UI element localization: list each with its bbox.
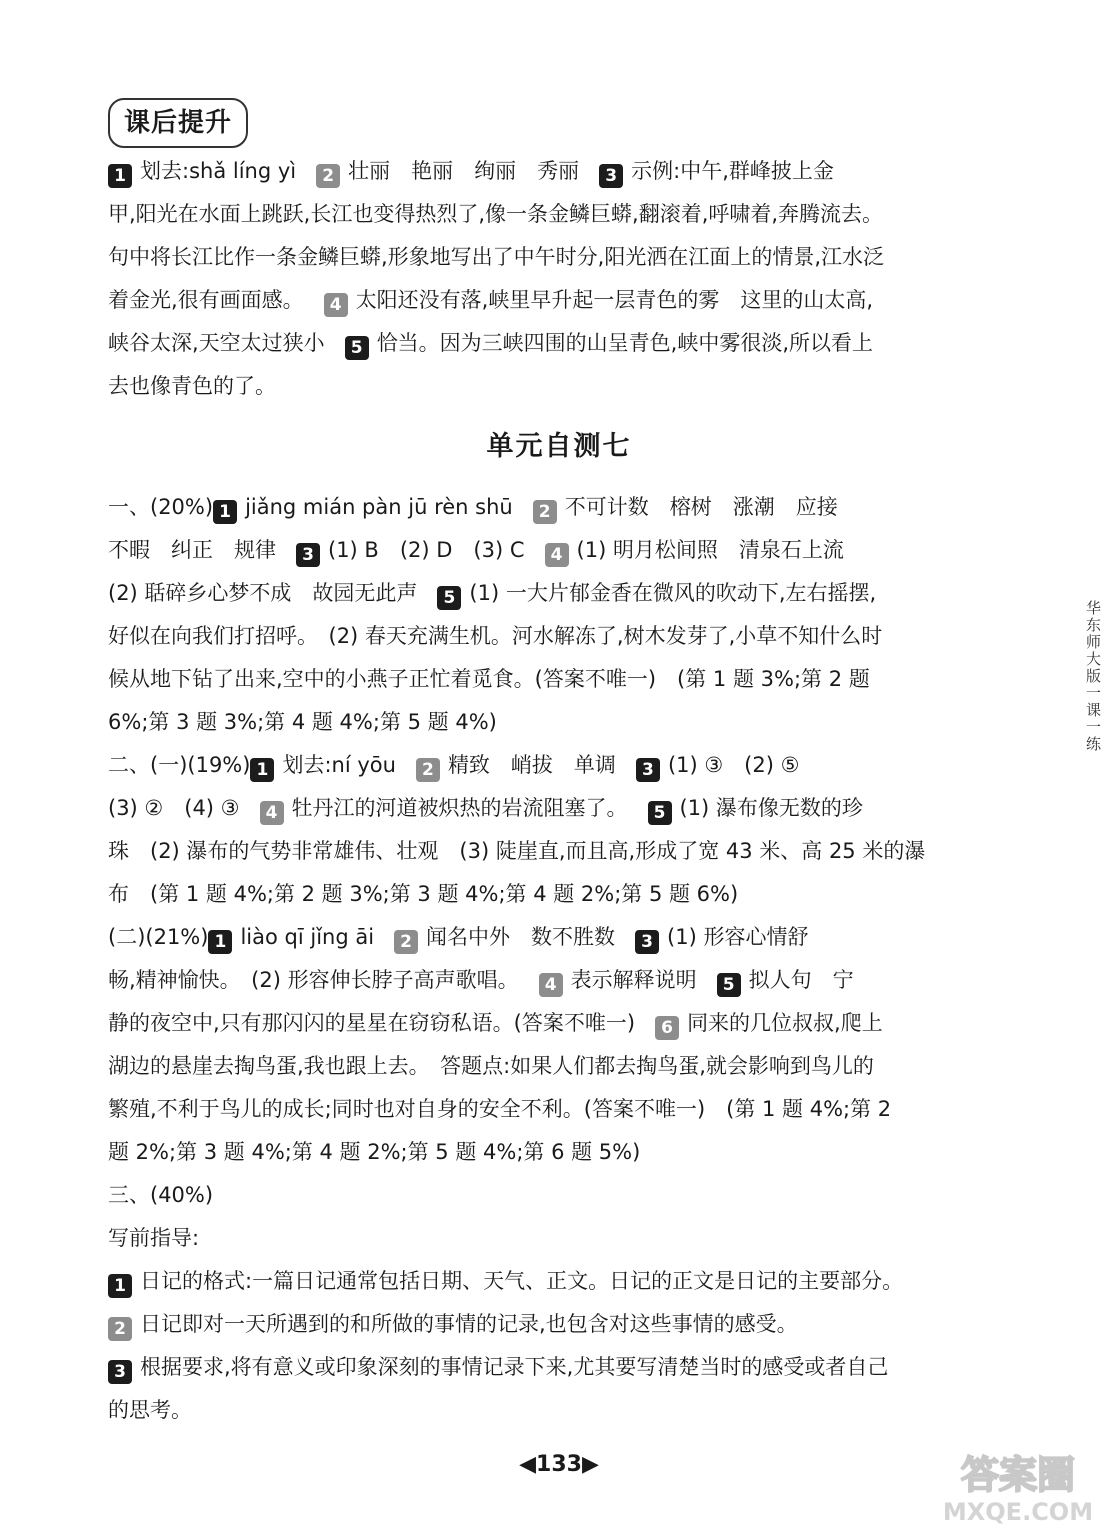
question-number-2: 2	[394, 930, 418, 954]
question-number-5: 5	[648, 801, 672, 825]
question-number-4: 4	[260, 801, 284, 825]
watermark-logo	[932, 1444, 1104, 1526]
text-line: (二)(21%) 1 liào qī jǐng āi 2 闻名中外 数不胜数 3 (1) 形容心情舒	[108, 925, 809, 952]
watermark-bottom-text: MXQE.COM	[942, 1498, 1094, 1526]
text-line: (3) ② (4) ③ 4 牡丹江的河道被炽热的岩流阻塞了。 5 (1) 瀑布像无数的珍	[108, 796, 863, 823]
kehou-answers	[108, 150, 998, 408]
question-number-1: 1	[108, 164, 132, 188]
text-line: 一、(20%) 1 jiǎng mián pàn jū rèn shū 2 不可计数 榕树 涨潮 应接	[108, 495, 838, 522]
text-line: 写前指导:	[108, 1226, 200, 1250]
text-line: 6%;第 3 题 3%;第 4 题 4%;第 5 题 4%)	[108, 710, 497, 734]
question-number-4: 4	[324, 293, 348, 317]
watermark-top-text: 答案圈	[960, 1453, 1076, 1497]
text-line: 峡谷太深,天空太过狭小 5 恰当。因为三峡四围的山呈青色,峡中雾很淡,所以看上	[108, 331, 874, 358]
question-number-4: 4	[545, 543, 569, 567]
section-title: 单元自测七	[486, 431, 632, 462]
text-line: 句中将长江比作一条金鳞巨蟒,形象地写出了中午时分,阳光洒在江面上的情景,江水泛	[108, 245, 885, 269]
question-number-3: 3	[599, 164, 623, 188]
question-number-3: 3	[108, 1360, 132, 1384]
text-line: 畅,精神愉快。 (2) 形容伸长脖子高声歌唱。 4 表示解释说明 5 拟人句 宁	[108, 968, 854, 995]
text-line: 甲,阳光在水面上跳跃,长江也变得热烈了,像一条金鳞巨蟒,翻滚着,呼啸着,奔腾流去。	[108, 202, 884, 226]
text-line: 1 划去:shǎ líng yì 2 壮丽 艳丽 绚丽 秀丽 3 示例:中午,群峰披上金	[108, 150, 998, 193]
question-number-1: 1	[208, 930, 232, 954]
ceshi-answers	[108, 486, 998, 1432]
question-number-1: 1	[108, 1274, 132, 1298]
question-number-2: 2	[416, 758, 440, 782]
text-line: 布 (第 1 题 4%;第 2 题 3%;第 3 题 4%;第 4 题 2%;第 5 题 6%)	[108, 882, 739, 906]
question-number-2: 2	[533, 500, 557, 524]
text-line: 1 日记的格式:一篇日记通常包括日期、天气、正文。日记的正文是日记的主要部分。	[108, 1260, 998, 1303]
text-line: 好似在向我们打招呼。 (2) 春天充满生机。河水解冻了,树木发芽了,小草不知什么时	[108, 624, 883, 648]
question-number-5: 5	[717, 973, 741, 997]
question-number-5: 5	[345, 336, 369, 360]
text-line: 繁殖,不利于鸟儿的成长;同时也对自身的安全不利。(答案不唯一) (第 1 题 4%;第 2	[108, 1097, 892, 1121]
section-badge: 课后提升	[108, 98, 248, 148]
question-number-3: 3	[296, 543, 320, 567]
text-line: 2 日记即对一天所遇到的和所做的事情的记录,也包含对这些事情的感受。	[108, 1303, 998, 1346]
text-line: 3 根据要求,将有意义或印象深刻的事情记录下来,尤其要写清楚当时的感受或者自己	[108, 1346, 998, 1389]
text-line: 的思考。	[108, 1398, 192, 1422]
text-line: 题 2%;第 3 题 4%;第 4 题 2%;第 5 题 4%;第 6 题 5%)	[108, 1140, 641, 1164]
text-line: 静的夜空中,只有那闪闪的星星在窃窃私语。(答案不唯一) 6 同来的几位叔叔,爬上	[108, 1011, 883, 1038]
question-number-2: 2	[316, 164, 340, 188]
question-number-1: 1	[213, 500, 237, 524]
text-line: 湖边的悬崖去掏鸟蛋,我也跟上去。 答题点:如果人们都去掏鸟蛋,就会影响到鸟儿的	[108, 1054, 874, 1078]
text-line: 去也像青色的了。	[108, 374, 276, 398]
question-number-5: 5	[437, 586, 461, 610]
question-number-2: 2	[108, 1317, 132, 1341]
question-number-4: 4	[539, 973, 563, 997]
text-line: (2) 聒碎乡心梦不成 故园无此声 5 (1) 一大片郁金香在微风的吹动下,左右摇摆,	[108, 581, 877, 608]
text-line: 候从地下钻了出来,空中的小燕子正忙着觅食。(答案不唯一) (第 1 题 3%;第 2 题	[108, 667, 870, 691]
side-label: 华东师大版一课一练	[1084, 600, 1102, 753]
text-line: 三、(40%)	[108, 1183, 214, 1207]
text-line: 二、(一)(19%) 1 划去:ní yōu 2 精致 峭拔 单调 3 (1) ③ (2) ⑤	[108, 753, 800, 780]
question-number-3: 3	[636, 758, 660, 782]
watermark-logo-icon	[932, 1444, 1104, 1526]
question-number-6: 6	[655, 1016, 679, 1040]
page-number: ◀133▶	[519, 1452, 599, 1477]
text-line: 着金光,很有画面感。 4 太阳还没有落,峡里早升起一层青色的雾 这里的山太高,	[108, 288, 874, 315]
question-number-1: 1	[250, 758, 274, 782]
text-line: 不暇 纠正 规律 3 (1) B (2) D (3) C 4 (1) 明月松间照 清泉石上流	[108, 538, 844, 565]
text-line: 珠 (2) 瀑布的气势非常雄伟、壮观 (3) 陡崖直,而且高,形成了宽 43 米、高 25 米的瀑	[108, 839, 926, 863]
question-number-3: 3	[635, 930, 659, 954]
